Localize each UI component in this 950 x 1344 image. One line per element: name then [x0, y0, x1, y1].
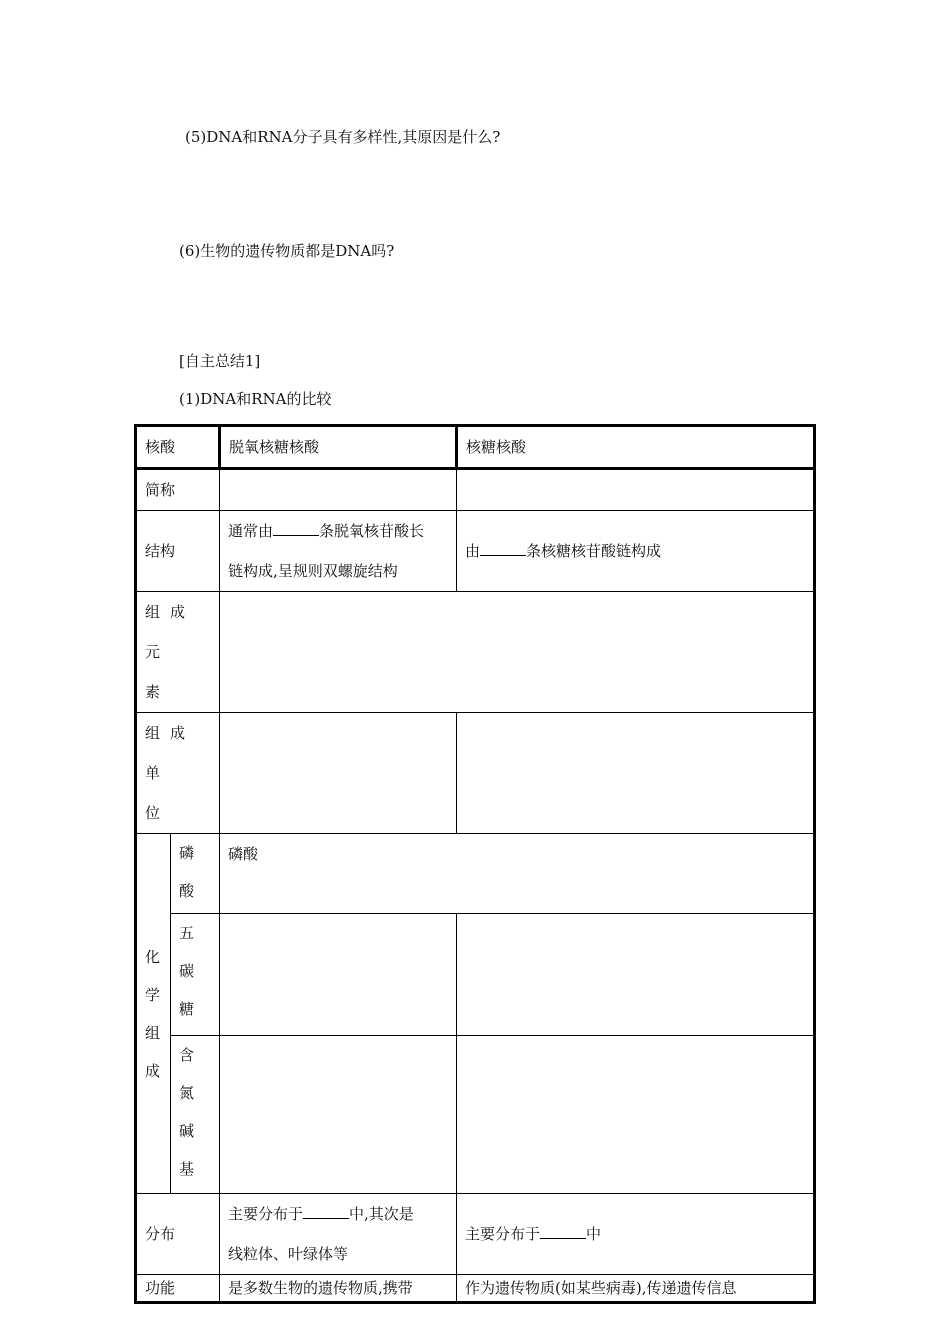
table-row-pentose: [136, 914, 815, 1036]
function-dna: 是多数生物的遗传物质,携带: [220, 1275, 457, 1303]
header-dna: 脱氧核糖核酸: [220, 426, 457, 469]
elements-label-line1: 组成元: [145, 603, 196, 661]
pentose-dna-cell[interactable]: [220, 914, 457, 1036]
elements-label-line2: 素: [145, 683, 161, 701]
table-row-structure: [136, 511, 815, 592]
distribution-rna-blank[interactable]: [540, 1224, 586, 1239]
structure-rna-blank[interactable]: [480, 541, 526, 556]
question-6: (6)生物的遗传物质都是DNA吗?: [179, 242, 395, 260]
phosphate-value: 磷酸: [220, 834, 815, 914]
pentose-label-char: 糖: [179, 1000, 195, 1018]
units-dna-cell[interactable]: [220, 713, 457, 834]
pentose-rna-cell[interactable]: [457, 914, 815, 1036]
bases-label-char: 基: [179, 1160, 195, 1178]
distribution-rna-post: 中: [586, 1225, 602, 1243]
pentose-label-char: 五: [179, 924, 195, 942]
comparison-title: (1)DNA和RNA的比较: [179, 390, 332, 408]
table-row-function: [136, 1275, 815, 1303]
table-row-units: [136, 713, 815, 834]
structure-dna-line2: 链构成,呈规则双螺旋结构: [228, 562, 398, 580]
structure-label: 结构: [136, 511, 220, 592]
bases-label-char: 碱: [179, 1122, 195, 1140]
distribution-rna: [457, 1194, 815, 1275]
table-row-abbreviation: [136, 469, 815, 511]
abbr-rna-cell[interactable]: [457, 469, 815, 511]
dna-rna-comparison-table: [134, 424, 816, 1304]
function-rna: 作为遗传物质(如某些病毒),传递遗传信息: [457, 1275, 815, 1303]
abbr-label: 简称: [136, 469, 220, 511]
phosphate-label-char: 磷: [179, 844, 195, 862]
bases-dna-cell[interactable]: [220, 1036, 457, 1194]
table-row-header: [136, 426, 815, 469]
structure-rna-pre: 由: [465, 542, 481, 560]
structure-rna-post: 条核糖核苷酸链构成: [526, 542, 662, 560]
elements-label: [136, 592, 220, 713]
distribution-rna-pre: 主要分布于: [465, 1225, 541, 1243]
question-5: (5)DNA和RNA分子具有多样性,其原因是什么?: [185, 128, 501, 146]
pentose-label-char: 碳: [179, 962, 195, 980]
distribution-dna-pre: 主要分布于: [228, 1205, 304, 1223]
phosphate-label: [171, 834, 220, 914]
table-row-distribution: [136, 1194, 815, 1275]
chem-label-char: 学: [145, 985, 161, 1004]
table-row-phosphate: [136, 834, 815, 914]
chem-label-char: 成: [145, 1061, 161, 1080]
chem-composition-label: [136, 834, 171, 1194]
abbr-dna-cell[interactable]: [220, 469, 457, 511]
chem-label-char: 化: [145, 947, 161, 966]
table-row-bases: [136, 1036, 815, 1194]
structure-rna: [457, 511, 815, 592]
structure-dna-blank[interactable]: [273, 521, 319, 536]
distribution-dna-line2: 线粒体、叶绿体等: [228, 1245, 349, 1263]
structure-dna-pre: 通常由: [228, 522, 274, 540]
elements-answer-cell[interactable]: [220, 592, 815, 713]
units-rna-cell[interactable]: [457, 713, 815, 834]
units-label-line2: 位: [145, 804, 161, 822]
bases-rna-cell[interactable]: [457, 1036, 815, 1194]
bases-label-char: 氮: [179, 1084, 195, 1102]
phosphate-label-char: 酸: [179, 882, 195, 900]
structure-dna-post: 条脱氧核苷酸长: [319, 522, 425, 540]
header-rna: 核糖核酸: [457, 426, 815, 469]
distribution-label: 分布: [136, 1194, 220, 1275]
header-label: 核酸: [136, 426, 220, 469]
table-row-elements: [136, 592, 815, 713]
summary-heading: [自主总结1]: [179, 352, 261, 370]
distribution-dna-post: 中,其次是: [349, 1205, 414, 1223]
pentose-label: [171, 914, 220, 1036]
structure-dna: [220, 511, 457, 592]
units-label-line1: 组成单: [145, 724, 196, 782]
distribution-dna-blank[interactable]: [303, 1204, 349, 1219]
distribution-dna: [220, 1194, 457, 1275]
bases-label-char: 含: [179, 1046, 195, 1064]
bases-label: [171, 1036, 220, 1194]
units-label: [136, 713, 220, 834]
chem-label-char: 组: [145, 1023, 161, 1042]
function-label: 功能: [136, 1275, 220, 1303]
